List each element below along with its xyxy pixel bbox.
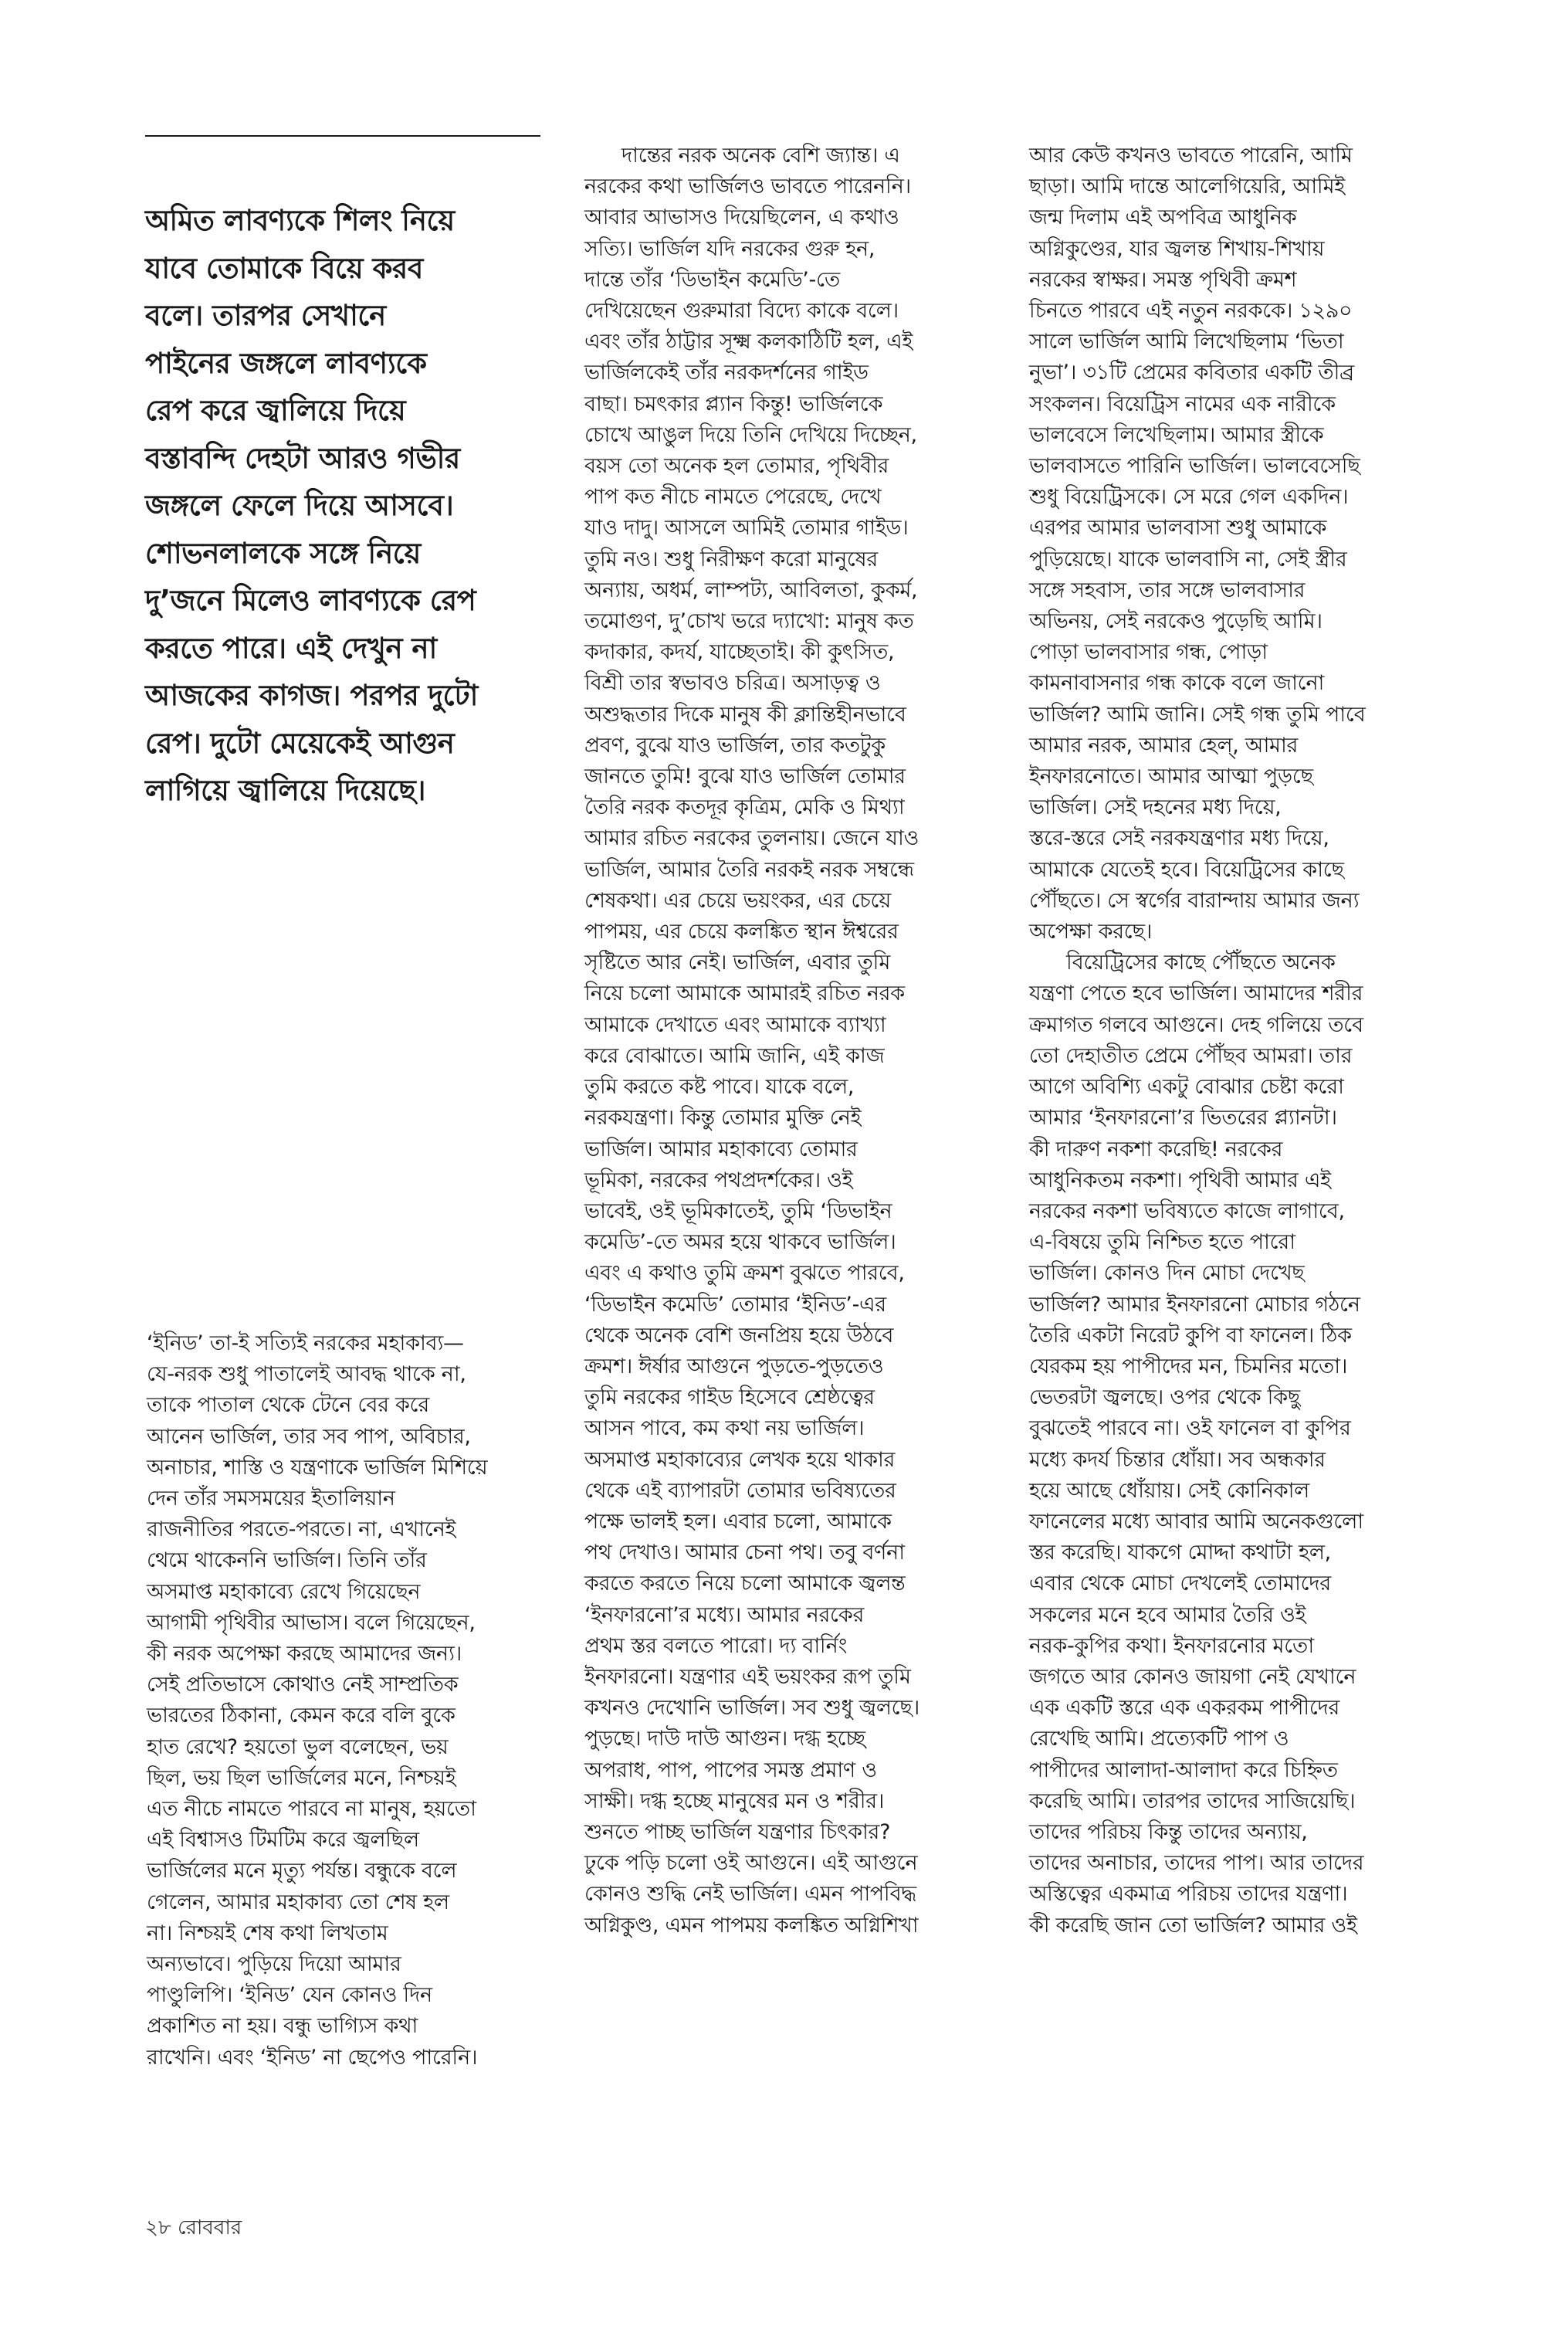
- text-line: ‘ইনফারনো’র মধ্যে। আমার নরকের: [584, 1602, 865, 1627]
- text-line: হয়ে আছে ধোঁয়ায়। সেই কোনিকাল: [1029, 1478, 1309, 1503]
- column-left: [147, 1328, 548, 2073]
- text-line: অভিনয়, সেই নরকেও পুড়েছি আমি।: [1029, 609, 1322, 634]
- text-line: ভার্জিলের মনে মৃত্যু পর্যন্ত। বন্ধুকে বলে: [147, 1859, 457, 1884]
- text-line: পক্ষে ভালই হল। এবার চলো, আমাকে: [584, 1509, 892, 1534]
- text-line: স্তরে-স্তরে সেই নরকযন্ত্রণার মধ্য দিয়ে,: [1029, 826, 1329, 851]
- text-line: তাদের পরিচয় কিন্তু তাদের অন্যায়,: [1029, 1819, 1308, 1844]
- text-line: করে বোঝাতে। আমি জানি, এই কাজ: [584, 1043, 885, 1068]
- text-line: পুড়ছে। দাউ দাউ আগুন। দগ্ধ হচ্ছে: [584, 1727, 865, 1751]
- text-line: তুমি করতে কষ্ট পাবে। যাকে বলে,: [584, 1075, 855, 1100]
- text-line: জন্ম দিলাম এই অপবিত্র আধুনিক: [1029, 205, 1297, 230]
- text-line: আগে অবিশ্যি একটু বোঝার চেষ্টা করো: [1029, 1075, 1344, 1100]
- text-line: যাও দাদু। আসলে আমিই তোমার গাইড।: [584, 516, 909, 541]
- text-line: সংকলন। বিয়েট্রিস নামের এক নারীকে: [1029, 392, 1336, 416]
- text-line: ভারতের ঠিকানা, কেমন করে বলি বুকে: [147, 1704, 455, 1728]
- text-line: তাকে পাতাল থেকে টেনে বের করে: [147, 1393, 429, 1418]
- text-line: প্রবণ, বুঝে যাও ভার্জিল, তার কতটুকু: [584, 733, 886, 758]
- text-line: আধুনিকতম নকশা। পৃথিবী আমার এই: [1029, 1168, 1331, 1192]
- text-line: কদাকার, কদর্য, যাচ্ছেতাই। কী কুৎসিত,: [584, 640, 895, 665]
- text-line: আবার আভাসও দিয়েছিলেন, এ কথাও: [584, 205, 899, 230]
- text-line: তমোগুণ, দু’চোখ ভরে দ্যাখো: মানুষ কত: [584, 609, 914, 634]
- text-line: অস্তিত্বের একমাত্র পরিচয় তাদের যন্ত্রণা।: [1029, 1882, 1348, 1907]
- text-line: মধ্যে কদর্য চিন্তার ধোঁয়া। সব অন্ধকার: [1029, 1447, 1326, 1472]
- text-line: কোনও শুদ্ধি নেই ভার্জিল। এমন পাপবিদ্ধ: [584, 1882, 916, 1907]
- text-line: জগতে আর কোনও জায়গা নেই যেখানে: [1029, 1664, 1356, 1689]
- text-line: অসমাপ্ত মহাকাব্যে রেখে গিয়েছেন: [147, 1579, 421, 1604]
- text-line: ছাড়া। আমি দান্তে আলেগিয়েরি, আমিই: [1029, 175, 1346, 199]
- text-line: করতে করতে নিয়ে চলো আমাকে জ্বলন্ত: [584, 1572, 906, 1596]
- text-line: ‘ইনিড’ তা-ই সত্যিই নরকের মহাকাব্য—: [147, 1331, 464, 1355]
- text-line: এত নীচে নামতে পারবে না মানুষ, হয়তো: [147, 1797, 476, 1822]
- text-line: ভার্জিল? আমি জানি। সেই গন্ধ তুমি পাবে: [1029, 702, 1366, 727]
- text-line: রাখেনি। এবং ‘ইনিড’ না ছেপেও পারেনি।: [147, 2045, 478, 2070]
- text-line: কামনাবাসনার গন্ধ কাকে বলে জানো: [1029, 671, 1325, 696]
- text-line: নিয়ে চলো আমাকে আমারই রচিত নরক: [584, 982, 905, 1006]
- text-line: ইনফারনোতে। আমার আত্মা পুড়ছে: [1029, 765, 1313, 789]
- text-line: চোখে আঙুল দিয়ে তিনি দেখিয়ে দিচ্ছেন,: [584, 422, 917, 447]
- text-line: ‘ডিভাইন কমেডি’ তোমার ‘ইনিড’-এর: [584, 1292, 886, 1317]
- text-line: পৌঁছতে। সে স্বর্গের বারান্দায় আমার জন্য: [1029, 888, 1360, 913]
- text-line: লাগিয়ে জ্বালিয়ে দিয়েছে।: [145, 774, 426, 807]
- text-line: বুঝতেই পারবে না। ওই ফানেল বা কুপির: [1029, 1416, 1351, 1441]
- text-line: আমার নরক, আমার হেল্, আমার: [1029, 733, 1299, 758]
- text-line: সালে ভার্জিল আমি লিখেছিলাম ‘ভিতা: [1029, 330, 1344, 354]
- text-line: পাপ কত নীচে নামতে পেরেছে, দেখে: [584, 485, 882, 510]
- text-line: বিশ্রী তার স্বভাবও চরিত্র। অসাড়ত্ব ও: [584, 671, 881, 696]
- text-line: অনাচার, শাস্তি ও যন্ত্রণাকে ভার্জিল মিশিয়ে: [147, 1455, 488, 1480]
- text-line: আনেন ভার্জিল, তার সব পাপ, অবিচার,: [147, 1424, 471, 1449]
- text-line: অন্যভাবে। পুড়িয়ে দিয়ো আমার: [147, 1952, 401, 1977]
- page-number: ২৮: [145, 2216, 171, 2240]
- text-line: প্রকাশিত না হয়। বন্ধু ভাগ্যিস কথা: [147, 2014, 418, 2039]
- text-line: সৃষ্টিতে আর নেই। ভার্জিল, এবার তুমি: [584, 951, 891, 975]
- text-line: এবং এ কথাও তুমি ক্রমশ বুঝতে পারবে,: [584, 1261, 905, 1286]
- text-line: অগ্নিকুণ্ডের, যার জ্বলন্ত শিখায়-শিখায়: [1029, 236, 1325, 261]
- text-line: স্তর করেছি। যাকগে মোদ্দা কথাটা হল,: [1029, 1541, 1331, 1565]
- text-line: তৈরি একটা নিরেট কুপি বা ফানেল। ঠিক: [1029, 1323, 1352, 1348]
- text-line: দু’জনে মিলেও লাবণ্যকে রেপ: [145, 584, 476, 617]
- text-line: আজকের কাগজ। পরপর দুটো: [145, 679, 478, 712]
- text-line: পাপীদের আলাদা-আলাদা করে চিহ্নিত: [1029, 1758, 1338, 1782]
- text-line: বলে। তারপর সেখানে: [145, 299, 386, 332]
- text-line: রেপ। দুটো মেয়েকেই আগুন: [145, 726, 455, 760]
- text-line: শোভনলালকে সঙ্গে নিয়ে: [145, 536, 421, 570]
- text-line: পুড়িয়েছে। যাকে ভালবাসি না, সেই স্ত্রীর: [1029, 547, 1347, 571]
- text-line: তৈরি নরক কতদূর কৃত্রিম, মেকি ও মিথ্যা: [584, 795, 905, 820]
- text-line: নরক-কুপির কথা। ইনফারনোর মতো: [1029, 1633, 1314, 1658]
- page-folio: [145, 2212, 242, 2246]
- text-line: আমার রচিত নরকের তুলনায়। জেনে যাও: [584, 826, 919, 851]
- text-line: পাণ্ডুলিপি। ‘ইনিড’ যেন কোনও দিন: [147, 1983, 432, 2008]
- text-line: ভার্জিল, আমার তৈরি নরকই নরক সম্বন্ধে: [584, 857, 914, 882]
- section-name: রোববার: [178, 2216, 242, 2240]
- text-line: থেমে থাকেননি ভার্জিল। তিনি তাঁর: [147, 1548, 427, 1573]
- text-line: সেই প্রতিভাসে কোথাও নেই সাম্প্রতিক: [147, 1673, 459, 1697]
- text-line: দেখিয়েছেন গুরুমারা বিদ্যে কাকে বলে।: [584, 299, 899, 324]
- text-line: অসমাপ্ত মহাকাব্যের লেখক হয়ে থাকার: [584, 1447, 896, 1472]
- text-line: তুমি নরকের গাইড হিসেবে শ্রেষ্ঠত্বের: [584, 1385, 875, 1410]
- text-line: শেষকথা। এর চেয়ে ভয়ংকর, এর চেয়ে: [584, 888, 891, 913]
- pull-quote: [145, 197, 562, 815]
- text-line: যাবে তোমাকে বিয়ে করব: [145, 251, 423, 285]
- text-line: পথ দেখাও। আমার চেনা পথ। তবু বর্ণনা: [584, 1541, 905, 1565]
- text-line: হাত রেখে? হয়তো ভুল বলেছেন, ভয়: [147, 1734, 449, 1759]
- text-line: করতে পারে। এই দেখুন না: [145, 631, 437, 665]
- text-line: কী নরক অপেক্ষা করছে আমাদের জন্য।: [147, 1642, 462, 1667]
- text-line: ছিল, ভয় ছিল ভার্জিলের মনে, নিশ্চয়ই: [147, 1765, 456, 1790]
- text-line: বস্তাবন্দি দেহটা আরও গভীর: [145, 441, 460, 475]
- column-right: [1029, 141, 1438, 1941]
- text-line: নরকযন্ত্রণা। কিন্তু তোমার মুক্তি নেই: [584, 1106, 862, 1131]
- text-line: তাদের অনাচার, তাদের পাপ। আর তাদের: [1029, 1851, 1364, 1876]
- text-line: এরপর আমার ভালবাসা শুধু আমাকে: [1029, 516, 1327, 541]
- text-line: এ-বিষয়ে তুমি নিশ্চিত হতে পারো: [1029, 1230, 1295, 1255]
- text-line: সঙ্গে সহবাস, তার সঙ্গে ভালবাসার: [1029, 578, 1306, 602]
- text-line: বয়স তো অনেক হল তোমার, পৃথিবীর: [584, 454, 889, 479]
- text-line: এবার থেকে মোচা দেখলেই তোমাদের: [1029, 1572, 1331, 1596]
- text-line: অগ্নিকুণ্ড, এমন পাপময় কলঙ্কিত অগ্নিশিখা: [584, 1913, 919, 1938]
- text-line: ক্রমশ। ঈর্ষার আগুনে পুড়তে-পুড়তেও: [584, 1354, 884, 1378]
- text-line: তো দেহাতীত প্রেমে পৌঁছব আমরা। তার: [1029, 1043, 1353, 1068]
- text-line: বিয়েট্রিসের কাছে পৌঁছতে অনেক: [1066, 951, 1336, 975]
- text-line: জানতে তুমি! বুঝে যাও ভার্জিল তোমার: [584, 765, 906, 789]
- text-line: সত্যি। ভার্জিল যদি নরকের গুরু হন,: [584, 236, 875, 261]
- text-line: পোড়া ভালবাসার গন্ধ, পোড়া: [1029, 640, 1268, 665]
- text-line: যন্ত্রণা পেতে হবে ভার্জিল। আমাদের শরীর: [1029, 982, 1363, 1006]
- text-line: যেরকম হয় পাপীদের মন, চিমনির মতো।: [1029, 1354, 1348, 1378]
- text-line: দান্তে তাঁর ‘ডিভাইন কমেডি’-তে: [584, 267, 840, 292]
- text-line: কী করেছি জান তো ভার্জিল? আমার ওই: [1029, 1913, 1357, 1938]
- text-line: অশুদ্ধতার দিকে মানুষ কী ক্লান্তিহীনভাবে: [584, 702, 906, 727]
- text-line: এক একটি স্তরে এক একরকম পাপীদের: [1029, 1696, 1340, 1721]
- text-line: আমাকে যেতেই হবে। বিয়েট্রিসের কাছে: [1029, 857, 1344, 882]
- text-line: ভার্জিল। সেই দহনের মধ্য দিয়ে,: [1029, 795, 1282, 820]
- text-line: বাছা। চমৎকার প্ল্যান কিন্তু! ভার্জিলকে: [584, 392, 883, 416]
- text-line: অপেক্ষা করছে।: [1029, 920, 1153, 944]
- text-line: গেলেন, আমার মহাকাব্য তো শেষ হল: [147, 1890, 449, 1914]
- text-line: অপরাধ, পাপ, পাপের সমস্ত প্রমাণ ও: [584, 1758, 877, 1782]
- text-line: আমাকে দেখাতে এবং আমাকে ব্যাখ্যা: [584, 1012, 886, 1037]
- text-line: ভার্জিল। কোনও দিন মোচা দেখেছ: [1029, 1261, 1305, 1286]
- text-line: তুমি নও। শুধু নিরীক্ষণ করো মানুষের: [584, 547, 878, 571]
- text-line: রাজনীতির পরতে-পরতে। না, এখানেই: [147, 1517, 456, 1542]
- text-line: ভার্জিলকেই তাঁর নরকদর্শনের গাইড: [584, 361, 869, 385]
- text-line: অন্যায়, অধর্ম, লাম্পট্য, আবিলতা, কুকর্ম,: [584, 578, 918, 602]
- text-line: এই বিশ্বাসও টিমটিম করে জ্বলছিল: [147, 1828, 419, 1853]
- text-line: পাইনের জঙ্গলে লাবণ্যকে: [145, 346, 427, 380]
- text-line: সকলের মনে হবে আমার তৈরি ওই: [1029, 1602, 1306, 1627]
- text-line: নরকের নকশা ভবিষ্যতে কাজে লাগাবে,: [1029, 1199, 1345, 1223]
- text-line: শুনতে পাচ্ছ ভার্জিল যন্ত্রণার চিৎকার?: [584, 1819, 891, 1844]
- text-line: দান্তের নরক অনেক বেশি জ্যান্ত। এ: [621, 144, 900, 168]
- text-line: রেপ করে জ্বালিয়ে দিয়ে: [145, 394, 406, 427]
- text-line: রেখেছি আমি। প্রত্যেকটি পাপ ও: [1029, 1727, 1289, 1751]
- text-line: থেকে এই ব্যাপারটা তোমার ভবিষ্যতের: [584, 1478, 896, 1503]
- text-line: নরকের স্বাক্ষর। সমস্ত পৃথিবী ক্রমশ: [1029, 267, 1297, 292]
- text-line: ভালবেসে লিখেছিলাম। আমার স্ত্রীকে: [1029, 422, 1324, 447]
- text-line: ভার্জিল। আমার মহাকাব্যে তোমার: [584, 1137, 858, 1161]
- text-line: আর কেউ কখনও ভাবতে পারেনি, আমি: [1029, 144, 1353, 168]
- text-line: যে-নরক শুধু পাতালেই আবদ্ধ থাকে না,: [147, 1362, 466, 1387]
- text-line: ভাবেই, ওই ভূমিকাতেই, তুমি ‘ডিভাইন: [584, 1199, 892, 1223]
- text-line: কখনও দেখোনি ভার্জিল। সব শুধু জ্বলছে।: [584, 1696, 919, 1721]
- text-line: ঢুকে পড়ি চলো ওই আগুনে। এই আগুনে: [584, 1851, 918, 1876]
- text-line: আসন পাবে, কম কথা নয় ভার্জিল।: [584, 1416, 865, 1441]
- text-line: না। নিশ্চয়ই শেষ কথা লিখতাম: [147, 1921, 388, 1945]
- text-line: ভূমিকা, নরকের পথপ্রদর্শকের। ওই: [584, 1168, 853, 1192]
- text-line: ইনফারনো। যন্ত্রণার এই ভয়ংকর রূপ তুমি: [584, 1664, 911, 1689]
- text-line: কী দারুণ নকশা করেছি! নরকের: [1029, 1137, 1283, 1161]
- text-line: ভার্জিল? আমার ইনফারনো মোচার গঠনে: [1029, 1292, 1360, 1317]
- text-line: আমার ‘ইনফারনো’র ভিতরের প্ল্যানটা।: [1029, 1106, 1337, 1131]
- text-line: ক্রমাগত গলবে আগুনে। দেহ গলিয়ে তবে: [1029, 1012, 1363, 1037]
- text-line: নুভা’। ৩১টি প্রেমের কবিতার একটি তীব্র: [1029, 361, 1354, 385]
- text-line: চিনতে পারবে এই নতুন নরককে। ১২৯০: [1029, 299, 1353, 324]
- text-line: কমেডি’-তে অমর হয়ে থাকবে ভার্জিল।: [584, 1230, 896, 1255]
- column-middle: [584, 141, 994, 1941]
- text-line: করেছি আমি। তারপর তাদের সাজিয়েছি।: [1029, 1789, 1356, 1813]
- text-line: এবং তাঁর ঠাট্টার সূক্ষ্ম কলকাঠিটি হল, এই: [584, 330, 913, 354]
- text-line: ফানেলের মধ্যে আবার আমি অনেকগুলো: [1029, 1509, 1363, 1534]
- top-rule: [145, 135, 540, 137]
- text-line: জঙ্গলে ফেলে দিয়ে আসবে।: [145, 489, 454, 522]
- text-line: আগামী পৃথিবীর আভাস। বলে গিয়েছেন,: [147, 1610, 476, 1635]
- text-line: শুধু বিয়েট্রিসকে। সে মরে গেল একদিন।: [1029, 485, 1349, 510]
- text-line: সাক্ষী। দগ্ধ হচ্ছে মানুষের মন ও শরীর।: [584, 1789, 885, 1813]
- text-line: পাপময়, এর চেয়ে কলঙ্কিত স্থান ঈশ্বরের: [584, 920, 899, 944]
- text-line: ভালবাসতে পারিনি ভার্জিল। ভালবেসেছি: [1029, 454, 1360, 479]
- text-line: দেন তাঁর সমসময়ের ইতালিয়ান: [147, 1487, 395, 1511]
- text-line: ভেতরটা জ্বলছে। ওপর থেকে কিছু: [1029, 1385, 1300, 1410]
- text-line: থেকে অনেক বেশি জনপ্রিয় হয়ে উঠবে: [584, 1323, 894, 1348]
- text-line: অমিত লাবণ্যকে শিলং নিয়ে: [145, 204, 455, 237]
- text-line: প্রথম স্তর বলতে পারো। দ্য বার্নিং: [584, 1633, 848, 1658]
- text-line: নরকের কথা ভার্জিলও ভাবতে পারেননি।: [584, 175, 911, 199]
